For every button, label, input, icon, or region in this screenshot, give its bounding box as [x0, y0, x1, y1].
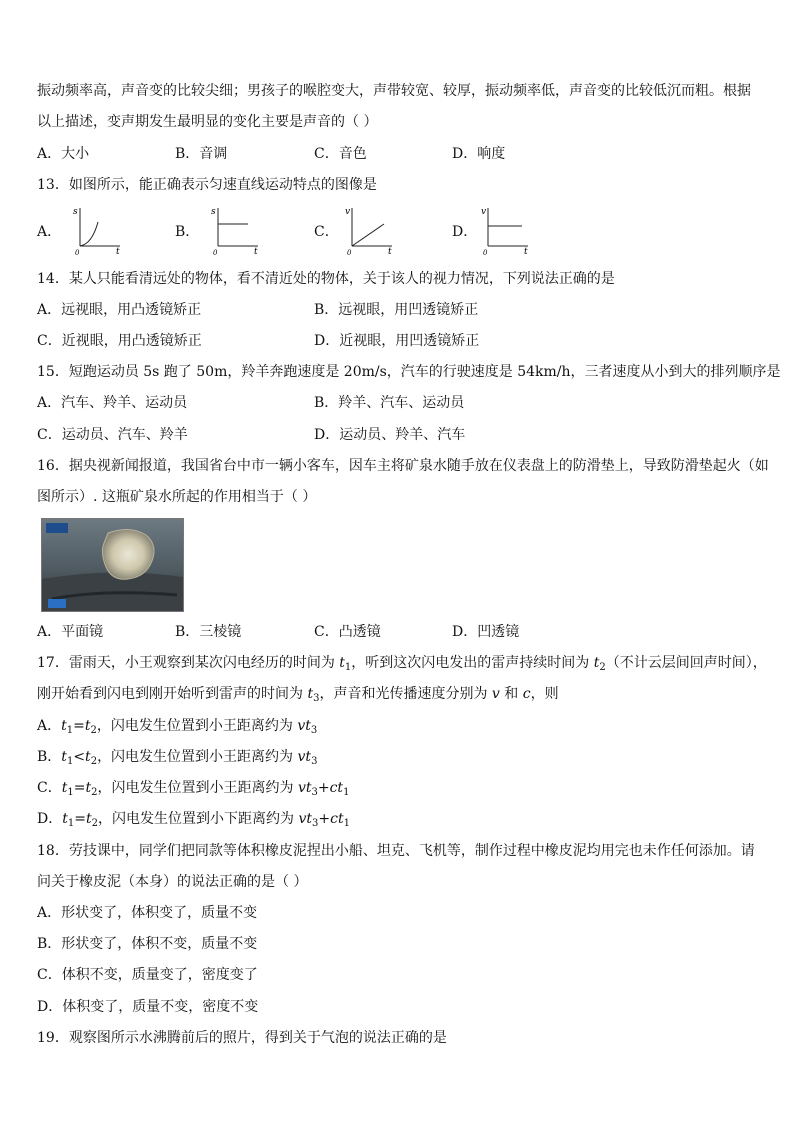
graph-d-xlabel: t	[524, 247, 528, 256]
sub-1: 1	[344, 662, 352, 673]
expr-vt: vt	[297, 780, 312, 796]
q18-option-d: D．体积变了，质量不变，密度不变	[37, 999, 259, 1015]
graph-b	[206, 204, 262, 256]
q17-line1	[37, 653, 767, 673]
sym-t: t	[85, 749, 91, 765]
sub-3: 3	[311, 787, 318, 798]
sub-2: 2	[91, 787, 98, 798]
q15-stem: 15．短跑运动员 5s 跑了 50m，羚羊奔跑速度是 20m/s，汽车的行驶速度是 54km/h，三者速度从小到大的排列顺序是	[37, 364, 781, 380]
q18-option-b: B．形状变了，体积不变，质量不变	[37, 936, 258, 952]
sub-1: 1	[66, 725, 74, 736]
q16-line2: 图所示）. 这瓶矿泉水所起的作用相当于（ ）	[37, 489, 317, 505]
q17-text: ，则	[530, 686, 559, 702]
q14-option-d: D．近视眼，用凹透镜矫正	[314, 333, 480, 349]
q14-option-b: B．远视眼，用凹透镜矫正	[314, 302, 479, 318]
q17-option-c	[37, 778, 349, 798]
expr-vt: vt	[297, 718, 311, 734]
op-plus: +	[318, 811, 331, 827]
q12-option-b: B．音调	[175, 146, 228, 162]
q17-option-d	[37, 809, 350, 829]
q13-option-c: C．	[314, 224, 339, 240]
sub-1: 1	[66, 756, 74, 767]
sym-v: v	[491, 686, 500, 702]
q12-option-c: C．音色	[314, 146, 367, 162]
q16-option-d: D．凹透镜	[452, 624, 520, 640]
graph-b-xlabel: t	[254, 247, 258, 256]
graph-d-ylabel: v	[481, 207, 487, 217]
q17-line2	[37, 684, 559, 704]
q15-option-d: D．运动员、羚羊、汽车	[314, 427, 466, 443]
q18-line1: 18．劳技课中，同学们把同款等体积橡皮泥捏出小船、坦克、飞机等，制作过程中橡皮泥均用完也未作任何添加。请	[37, 843, 755, 859]
expr-vt: vt	[298, 811, 312, 827]
sub-3: 3	[310, 725, 318, 736]
sub-2: 2	[90, 725, 97, 736]
sub-1: 1	[343, 787, 350, 798]
graph-c-origin: 0	[347, 249, 352, 256]
graph-b-ylabel: s	[211, 207, 216, 217]
q17-text: （不计云层间回声时间），	[605, 655, 767, 671]
sub-3: 3	[313, 693, 320, 704]
q18-option-a: A．形状变了，体积变了，质量不变	[37, 905, 258, 921]
sym-t: t	[85, 780, 92, 796]
expr-vt: vt	[297, 749, 312, 765]
graph-b-origin: 0	[213, 249, 218, 256]
dashboard-photo-illustration	[42, 519, 183, 611]
tv-logo	[46, 523, 68, 533]
sub-3: 3	[312, 818, 319, 829]
sym-t: t	[61, 749, 67, 765]
q15-option-c: C．运动员、汽车、羚羊	[37, 427, 188, 443]
op-eq: =	[73, 780, 86, 796]
q12-line2: 以上描述，变声期发生最明显的变化主要是声音的（ ）	[37, 114, 378, 130]
q15-option-b: B．羚羊、汽车、运动员	[314, 395, 465, 411]
graph-d	[476, 204, 532, 256]
q17-text: 17．雷雨天，小王观察到某次闪电经历的时间为	[37, 655, 340, 671]
graph-c-line	[352, 224, 384, 246]
op-eq: =	[74, 811, 86, 827]
q14-stem: 14．某人只能看清远处的物体，看不清近处的物体，关于该人的视力情况，下列说法正确的是	[37, 271, 615, 287]
q14-option-a: A．远视眼，用凸透镜矫正	[37, 302, 202, 318]
q12-line1: 振动频率高，声音变的比较尖细；男孩子的喉腔变大，声带较宽、较厚，振动频率低，声音变的比较低沉而粗。根据	[37, 83, 751, 99]
q17-text: ，听到这次闪电发出的雷声持续时间为	[351, 655, 594, 671]
sub-3: 3	[311, 756, 318, 767]
q14-option-c: C．近视眼，用凸透镜矫正	[37, 333, 202, 349]
opt-label: A．	[37, 718, 62, 734]
graph-a-origin: 0	[75, 249, 80, 256]
sym-t: t	[62, 811, 68, 827]
sub-2: 2	[599, 662, 606, 673]
opt-label: D．	[37, 811, 63, 827]
opt-text: ，闪电发生位置到小下距离约为	[98, 811, 299, 827]
sym-t: t	[593, 655, 600, 671]
op-eq: =	[73, 718, 85, 734]
q16-option-b: B．三棱镜	[175, 624, 242, 640]
opt-text: ，闪电发生位置到小王距离约为	[96, 718, 298, 734]
q13-stem: 13．如图所示，能正确表示匀速直线运动特点的图像是	[37, 177, 377, 193]
graph-c-ylabel: v	[345, 207, 351, 217]
q12-option-a: A．大小	[37, 146, 90, 162]
sym-t: t	[84, 718, 91, 734]
q16-option-a: A．平面镜	[37, 624, 104, 640]
sym-t: t	[339, 655, 345, 671]
graph-a	[68, 204, 124, 256]
opt-text: ，闪电发生位置到小王距离约为	[97, 780, 298, 796]
q13-option-b: B．	[175, 224, 200, 240]
q17-text: 刚开始看到闪电到刚开始听到雷声的时间为	[37, 686, 308, 702]
graph-d-origin: 0	[483, 249, 488, 256]
sub-1: 1	[343, 818, 350, 829]
graph-c-xlabel: t	[388, 247, 392, 256]
sub-2: 2	[91, 818, 98, 829]
opt-text: ，闪电发生位置到小王距离约为	[97, 749, 298, 765]
q13-option-d: D．	[452, 224, 478, 240]
q16-option-c: C．凸透镜	[314, 624, 381, 640]
sub-1: 1	[67, 787, 74, 798]
opt-label: C．	[37, 780, 62, 796]
q17-option-b	[37, 747, 317, 767]
q18-line2: 问关于橡皮泥（本身）的说法正确的是（ ）	[37, 874, 308, 890]
q17-text: ，声音和光传播速度分别为	[319, 686, 492, 702]
q12-option-d: D．响度	[452, 146, 506, 162]
op-plus: +	[317, 780, 330, 796]
sub-1: 1	[67, 818, 75, 829]
graph-a-ylabel: s	[73, 207, 78, 217]
graph-c	[340, 204, 396, 256]
sym-t: t	[85, 811, 92, 827]
expr-ct: ct	[329, 780, 344, 796]
q19-stem: 19．观察图所示水沸腾前后的照片，得到关于气泡的说法正确的是	[37, 1030, 447, 1046]
sym-t: t	[61, 780, 68, 796]
tv-caption-badge	[48, 599, 66, 608]
q18-option-c: C．体积不变，质量变了，密度变了	[37, 967, 258, 983]
expr-ct: ct	[330, 811, 344, 827]
opt-label: B．	[37, 749, 62, 765]
graph-a-curve	[80, 222, 98, 246]
sym-t: t	[61, 718, 67, 734]
q17-option-a	[37, 716, 317, 736]
q17-text: 和	[499, 686, 523, 702]
q13-option-a: A．	[37, 224, 62, 240]
dashboard-photo	[41, 518, 184, 612]
sub-2: 2	[90, 756, 98, 767]
q16-line1: 16．据央视新闻报道，我国省台中市一辆小客车，因车主将矿泉水随手放在仪表盘上的防滑垫上，导致防滑垫起火（如	[37, 458, 769, 474]
sym-t: t	[307, 686, 314, 702]
q15-option-a: A．汽车、羚羊、运动员	[37, 395, 188, 411]
sym-c: c	[522, 686, 531, 702]
graph-a-xlabel: t	[116, 247, 120, 256]
op-lt: <	[73, 749, 86, 765]
